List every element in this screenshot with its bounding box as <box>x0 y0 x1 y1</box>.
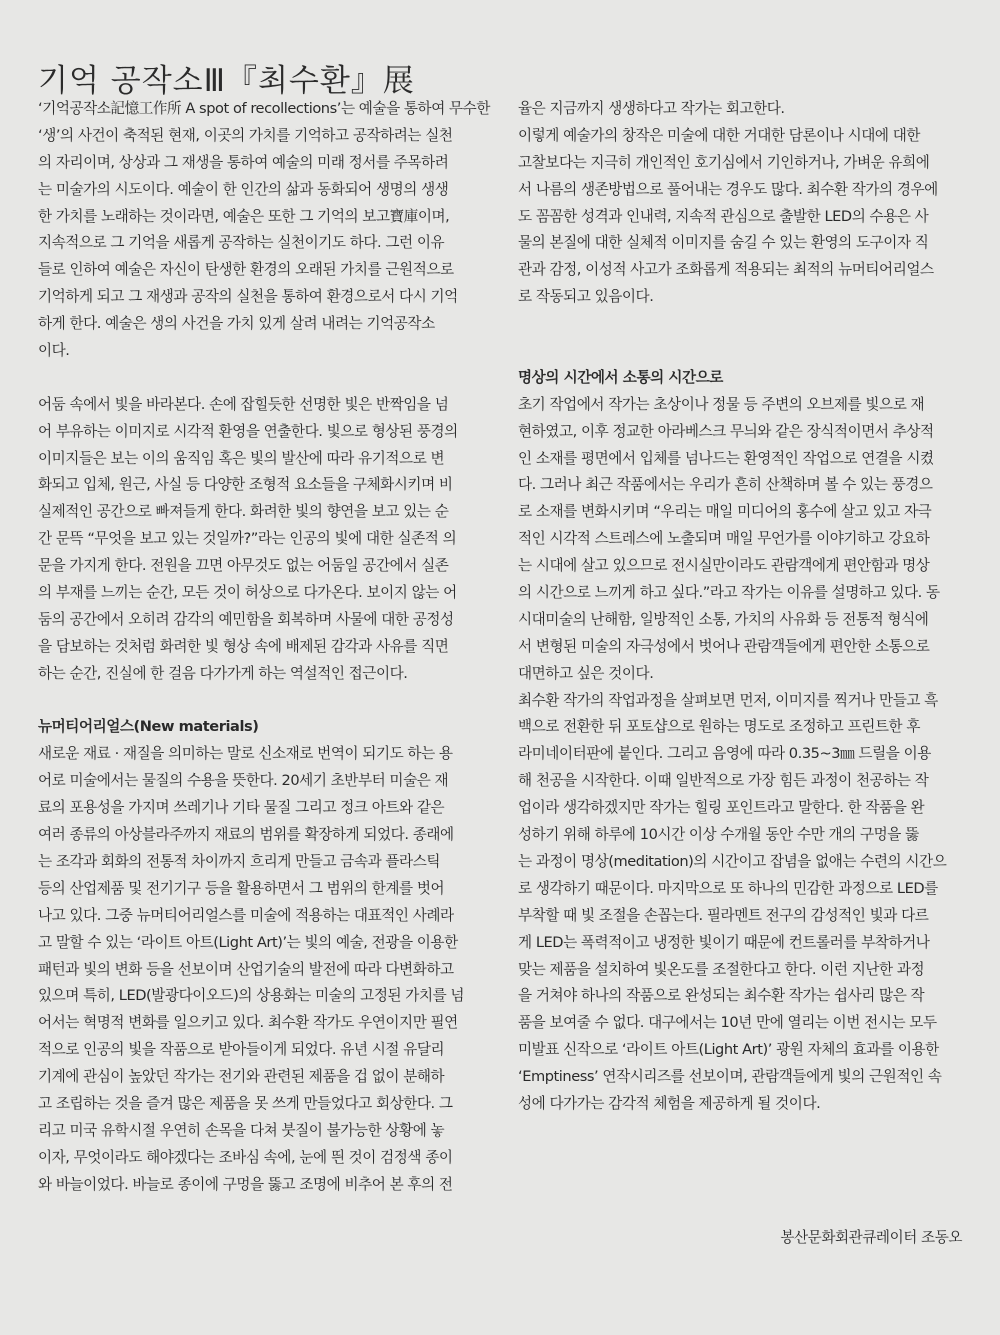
text-line: 고 조립하는 것을 즐겨 많은 제품을 못 쓰게 만들었다고 회상한다. 그 <box>38 1094 453 1112</box>
text-line: 최수환 작가의 작업과정을 살펴보면 먼저, 이미지를 찍거나 만들고 흑 <box>518 691 938 709</box>
text-line: 대면하고 싶은 것이다. <box>518 664 654 682</box>
text-line: 리고 미국 유학시절 우연히 손목을 다쳐 붓질이 불가능한 상황에 놓 <box>38 1121 445 1139</box>
text-line: 적으로 인공의 빛을 작품으로 받아들이게 되었다. 유년 시절 유달리 <box>38 1041 445 1059</box>
text-line: 어둠 속에서 빛을 바라본다. 손에 잡힐듯한 선명한 빛은 반짝임을 넘 <box>38 395 449 413</box>
text-line: 관과 감정, 이성적 사고가 조화롭게 적용되는 최적의 뉴머티어리얼스 <box>518 261 934 279</box>
text-line: 들로 인하여 예술은 자신이 탄생한 환경의 오래된 가치를 근원적으로 <box>38 261 454 279</box>
left-column <box>38 96 492 1199</box>
text-line: 물의 본질에 대한 실체적 이미지를 숨길 수 있는 환영의 도구이자 직 <box>518 234 929 252</box>
text-line: 부착할 때 빛 조절을 손꼽는다. 필라멘트 전구의 감성적인 빛과 다르 <box>518 906 929 924</box>
text-line: 성하기 위해 하루에 10시간 이상 수개월 동안 수만 개의 구멍을 뚫 <box>518 826 919 844</box>
text-line: 시대미술의 난해함, 일방적인 소통, 가치의 사유화 등 전통적 형식에 <box>518 610 929 628</box>
text-line: 품을 보여줄 수 없다. 대구에서는 10년 만에 열리는 이번 전시는 모두 <box>518 1014 937 1032</box>
text-line: 고찰보다는 지극히 개인적인 호기심에서 기인하거나, 가벼운 유희에 <box>518 153 930 171</box>
text-line: 인 소재를 평면에서 입체를 넘나드는 환영적인 작업으로 연결을 시켰 <box>518 449 934 467</box>
text-line: 패턴과 빛의 변화 등을 선보이며 산업기술의 발전에 따라 다변화하고 <box>38 960 454 978</box>
text-line: 현하였고, 이후 정교한 아라베스크 무늬와 같은 장식적이면서 추상적 <box>518 422 934 440</box>
text-line: 이미지들은 보는 이의 움직임 혹은 빛의 발산에 따라 유기적으로 변 <box>38 449 445 467</box>
text-line: 성에 다가가는 감각적 체험을 제공하게 될 것이다. <box>518 1094 821 1112</box>
text-line: 라미네이터판에 붙인다. 그리고 음영에 따라 0.35~3㎜ 드릴을 이용 <box>518 745 931 763</box>
paragraph-gap <box>518 311 972 338</box>
text-line: 간 문뜩 “무엇을 보고 있는 것일까?”라는 인공의 빛에 대한 실존적 의 <box>38 530 457 548</box>
text-line: 기계에 관심이 높았던 작가는 전기와 관련된 제품을 겁 없이 분해하 <box>38 1068 445 1086</box>
text-line: 여러 종류의 아상블라주까지 재료의 범위를 확장하게 되었다. 종래에 <box>38 826 454 844</box>
text-line: 을 거쳐야 하나의 작품으로 완성되는 최수환 작가는 쉽사리 많은 작 <box>518 987 925 1005</box>
paragraph-gap <box>38 365 492 392</box>
text-line: 업이라 생각하겠지만 작가는 힐링 포인트라고 말한다. 한 작품을 완 <box>518 799 925 817</box>
left-paragraph-3 <box>38 741 492 1198</box>
text-line: 어로 미술에서는 물질의 수용을 뜻한다. 20세기 초반부터 미술은 재 <box>38 772 449 790</box>
text-line: ‘기억공작소記憶工作所 A spot of recollections’는 예술을 통하여 무수한 <box>38 100 490 117</box>
text-line: 이자, 무엇이라도 해야겠다는 조바심 속에, 눈에 띈 것이 검정색 종이 <box>38 1148 453 1166</box>
section-heading-new-materials: 뉴머티어리얼스(New materials) <box>38 718 259 736</box>
text-line: 하는 순간, 진실에 한 걸음 다가가게 하는 역설적인 접근이다. <box>38 664 408 682</box>
text-line: 해 천공을 시작한다. 이때 일반적으로 가장 힘든 과정이 천공하는 작 <box>518 772 929 790</box>
text-line: ‘생’의 사건이 축적된 현재, 이곳의 가치를 기억하고 공작하려는 실천 <box>38 126 453 144</box>
right-paragraph-1 <box>518 96 972 311</box>
text-line: 서 나름의 생존방법으로 풀어내는 경우도 많다. 최수환 작가의 경우에 <box>518 180 938 198</box>
page-title: 기억 공작소Ⅲ『최수환』展 <box>38 62 415 99</box>
text-line: 로 생각하기 때문이다. 마지막으로 또 하나의 민감한 과정으로 LED를 <box>518 879 938 897</box>
text-line: 료의 포용성을 가지며 쓰레기나 기타 물질 그리고 정크 아트와 같은 <box>38 799 445 817</box>
text-line: ‘Emptiness’ 연작시리즈를 선보이며, 관람객들에게 빛의 근원적인 속 <box>518 1068 942 1086</box>
text-line: 로 작동되고 있음이다. <box>518 288 654 306</box>
text-line: 새로운 재료 · 재질을 의미하는 말로 신소재로 번역이 되기도 하는 용 <box>38 745 453 763</box>
text-line: 지속적으로 그 기억을 새롭게 공작하는 실천이기도 하다. 그런 이유 <box>38 234 445 252</box>
left-paragraph-1 <box>38 96 492 365</box>
text-line: 한 가치를 노래하는 것이라면, 예술은 또한 그 기억의 보고寶庫이며, <box>38 207 450 225</box>
text-line: 고 말할 수 있는 ‘라이트 아트(Light Art)’는 빛의 예술, 전광을 이용한 <box>38 933 458 951</box>
text-line: 다. 그러나 최근 작품에서는 우리가 흔히 산책하며 볼 수 있는 풍경으 <box>518 476 933 494</box>
text-line: 초기 작업에서 작가는 초상이나 정물 등 주변의 오브제를 빛으로 재 <box>518 395 925 413</box>
text-line: 기억하게 되고 그 재생과 공작의 실천을 통하여 환경으로서 다시 기억 <box>38 288 458 306</box>
text-line: 하게 한다. 예술은 생의 사건을 가치 있게 살려 내려는 기억공작소 <box>38 315 435 333</box>
text-line: 의 자리이며, 상상과 그 재생을 통하여 예술의 미래 정서를 주목하려 <box>38 153 449 171</box>
text-line: 미발표 신작으로 ‘라이트 아트(Light Art)’ 광원 자체의 효과를 이용한 <box>518 1041 939 1059</box>
text-line: 백으로 전환한 뒤 포토샵으로 원하는 명도로 조정하고 프린트한 후 <box>518 718 920 736</box>
text-line: 문을 가지게 한다. 전원을 끄면 아무것도 없는 어둠일 공간에서 실존 <box>38 557 449 575</box>
text-line: 율은 지금까지 생생하다고 작가는 회고한다. <box>518 100 785 117</box>
text-line: 는 과정이 명상(meditation)의 시간이고 잡념을 없애는 수련의 시간으 <box>518 852 947 870</box>
text-line: 이다. <box>38 342 70 360</box>
text-line: 을 담보하는 것처럼 화려한 빛 형상 속에 배제된 감각과 사유를 직면 <box>38 637 449 655</box>
paragraph-gap <box>518 338 972 365</box>
text-line: 의 시간으로 느끼게 하고 싶다.”라고 작가는 이유를 설명하고 있다. 동 <box>518 584 940 602</box>
text-line: 둠의 공간에서 오히려 감각의 예민함을 회복하며 사물에 대한 공정성 <box>38 610 454 628</box>
author-signature: 봉산문화회관큐레이터 조동오 <box>780 1229 962 1246</box>
text-line: 어서는 혁명적 변화를 일으키고 있다. 최수환 작가도 우연이지만 필연 <box>38 1014 458 1032</box>
section-heading-meditation: 명상의 시간에서 소통의 시간으로 <box>518 368 723 386</box>
text-line: 실제적인 공간으로 빠져들게 한다. 화려한 빛의 향연을 보고 있는 순 <box>38 503 449 521</box>
text-line: 와 바늘이었다. 바늘로 종이에 구멍을 뚫고 조명에 비추어 본 후의 전 <box>38 1175 453 1193</box>
text-line: 맞는 제품을 설치하여 빛온도를 조절한다고 한다. 이런 지난한 과정 <box>518 960 925 978</box>
text-line: 있으며 특히, LED(발광다이오드)의 상용화는 미술의 고정된 가치를 넘 <box>38 987 465 1005</box>
text-line: 는 조각과 회화의 전통적 차이까지 흐리게 만들고 금속과 플라스틱 <box>38 852 440 870</box>
text-line: 게 LED는 폭력적이고 냉정한 빛이기 때문에 컨트롤러를 부착하거나 <box>518 933 930 951</box>
text-line: 등의 산업제품 및 전기기구 등을 활용하면서 그 범위의 한계를 벗어 <box>38 879 445 897</box>
right-column <box>518 96 972 1118</box>
text-line: 서 변형된 미술의 자극성에서 벗어나 관람객들에게 편안한 소통으로 <box>518 637 930 655</box>
text-line: 의 부재를 느끼는 순간, 모든 것이 허상으로 다가온다. 보이지 않는 어 <box>38 584 457 602</box>
text-line: 나고 있다. 그중 뉴머티어리얼스를 미술에 적용하는 대표적인 사례라 <box>38 906 454 924</box>
text-line: 는 미술가의 시도이다. 예술이 한 인간의 삶과 동화되어 생명의 생생 <box>38 180 449 198</box>
text-line: 이렇게 예술가의 창작은 미술에 대한 거대한 담론이나 시대에 대한 <box>518 126 920 144</box>
text-line: 어 부유하는 이미지로 시각적 환영을 연출한다. 빛으로 형상된 풍경의 <box>38 422 458 440</box>
paragraph-gap <box>38 688 492 715</box>
text-line: 도 꼼꼼한 성격과 인내력, 지속적 관심으로 출발한 LED의 수용은 사 <box>518 207 929 225</box>
left-paragraph-2 <box>38 392 492 688</box>
text-line: 는 시대에 살고 있으므로 전시실만이라도 관람객에게 편안함과 명상 <box>518 557 930 575</box>
text-line: 적인 시각적 스트레스에 노출되며 매일 무언가를 이야기하고 강요하 <box>518 530 930 548</box>
text-line: 화되고 입체, 원근, 사실 등 다양한 조형적 요소들을 구체화시키며 비 <box>38 476 453 494</box>
right-paragraph-2 <box>518 392 972 1118</box>
text-line: 로 소재를 변화시키며 “우리는 매일 미디어의 홍수에 살고 있고 자극 <box>518 503 932 521</box>
